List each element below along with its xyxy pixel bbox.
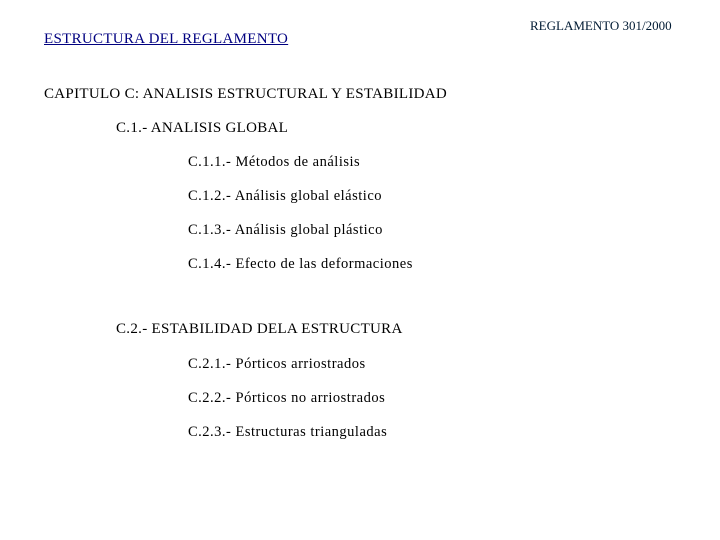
- section-heading-c1: C.1.- ANALISIS GLOBAL: [116, 120, 289, 136]
- subsection-item: C.1.1.- Métodos de análisis: [188, 154, 361, 170]
- section-heading-c2: C.2.- ESTABILIDAD DELA ESTRUCTURA: [116, 321, 403, 337]
- subsection-item: C.1.4.- Efecto de las deformaciones: [188, 256, 413, 272]
- document-title: ESTRUCTURA DEL REGLAMENTO: [44, 31, 289, 47]
- subsection-item: C.1.2.- Análisis global elástico: [188, 188, 383, 204]
- regulation-header: REGLAMENTO 301/2000: [530, 18, 672, 33]
- subsection-item: C.2.3.- Estructuras trianguladas: [188, 424, 388, 440]
- subsection-item: C.2.2.- Pórticos no arriostrados: [188, 390, 386, 406]
- subsection-item: C.1.3.- Análisis global plástico: [188, 222, 383, 238]
- subsection-item: C.2.1.- Pórticos arriostrados: [188, 356, 366, 372]
- chapter-heading: CAPITULO C: ANALISIS ESTRUCTURAL Y ESTABILIDAD: [44, 86, 448, 102]
